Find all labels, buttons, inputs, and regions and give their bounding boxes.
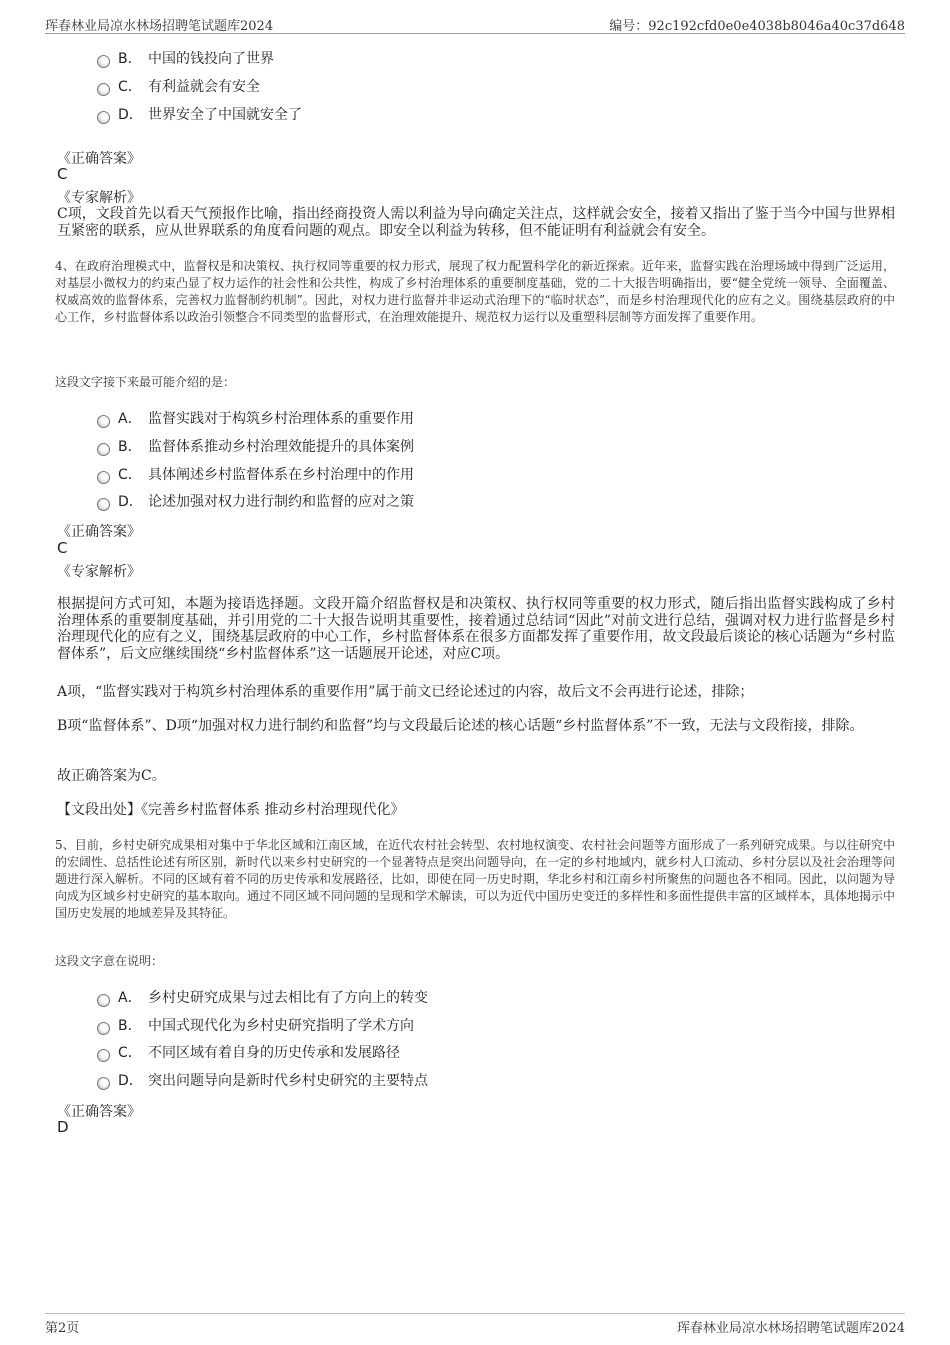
q4-option-b[interactable]: B． 监督体系推动乡村治理效能提升的具体案例	[97, 436, 414, 456]
q4-question: 4、在政府治理模式中，监督权是和决策权、执行权同等重要的权力形式，展现了权力配置科学化的新近探索。近年来，监督实践在治理场域中得到广泛运用，对基层小微权力的约束凸显了权力运作的社会性和公共性，构成了乡村治理体系的重要制度基础，党的二十大报告明确指出，要“健全党统一领导、全面覆盖、权威高效的监督体系，完善权力监督制约机制”。因此，对权力进行监督并非运动式治理下的“临时状态”，而是乡村治理现代化的应有之义。围绕基层政府的中心工作，乡村监督体系以政治引领整合不同类型的监督形式，在治理效能提升、规范权力运行以及重塑科层制等方面发挥了重要作用。	[55, 259, 895, 324]
q4-prompt: 这段文字接下来最可能介绍的是：	[55, 375, 236, 389]
radio-icon[interactable]	[97, 1077, 110, 1090]
q3-analysis: C项，文段首先以看天气预报作比喻，指出经商投资人需以利益为导向确定关注点，这样就会安全，接着又指出了鉴于当今中国与世界相互紧密的联系，应从世界联系的角度看问题的观点。即安全以利益为转移，但不能证明有利益就会有安全。	[57, 206, 895, 239]
page-header	[45, 13, 905, 34]
q3-answer: C	[57, 165, 68, 183]
page-number: 第2页	[45, 1321, 80, 1336]
q5-option-c[interactable]: C． 不同区域有着自身的历史传承和发展路径	[97, 1042, 400, 1062]
q4-option-a[interactable]: A． 监督实践对于构筑乡村治理体系的重要作用	[97, 408, 414, 428]
radio-icon[interactable]	[97, 498, 110, 511]
q5-answer-label: 《正确答案》	[57, 1104, 141, 1120]
q5-answer: D	[57, 1118, 69, 1136]
q5-option-b[interactable]: B． 中国式现代化为乡村史研究指明了学术方向	[97, 1015, 414, 1035]
q4-answer: C	[57, 539, 68, 557]
footer-title: 珲春林业局凉水林场招聘笔试题库2024	[676, 1321, 905, 1336]
q4-option-c[interactable]: C． 具体阐述乡村监督体系在乡村治理中的作用	[97, 464, 414, 484]
header-document-id: 编号：92c192cfd0e0e4038b8046a40c37d648	[609, 19, 905, 34]
q3-option-b[interactable]: B． 中国的钱投向了世界	[97, 48, 274, 68]
q4-analysis-paragraph-3: B项“监督体系”、D项“加强对权力进行制约和监督”均与文段最后论述的核心话题“乡村监督体系”不一致，无法与文段衔接，排除。	[57, 718, 864, 734]
q3-analysis-label: 《专家解析》	[57, 190, 141, 206]
page-footer	[45, 1313, 905, 1334]
q4-source: 【文段出处】《完善乡村监督体系 推动乡村治理现代化》	[57, 802, 405, 818]
radio-icon[interactable]	[97, 994, 110, 1007]
q5-option-a[interactable]: A． 乡村史研究成果与过去相比有了方向上的转变	[97, 987, 428, 1007]
radio-icon[interactable]	[97, 443, 110, 456]
q4-analysis-paragraph-2: A项，“监督实践对于构筑乡村治理体系的重要作用”属于前文已经论述过的内容，故后文不会再进行论述，排除；	[57, 684, 754, 700]
radio-icon[interactable]	[97, 1022, 110, 1035]
radio-icon[interactable]	[97, 55, 110, 68]
q3-option-d[interactable]: D． 世界安全了中国就安全了	[97, 104, 302, 124]
q4-analysis-label: 《专家解析》	[57, 564, 141, 580]
header-title: 珲春林业局凉水林场招聘笔试题库2024	[45, 19, 274, 34]
radio-icon[interactable]	[97, 415, 110, 428]
radio-icon[interactable]	[97, 1049, 110, 1062]
q4-analysis-paragraph-4: 故正确答案为C。	[57, 768, 166, 784]
q3-answer-label: 《正确答案》	[57, 151, 141, 167]
q5-option-d[interactable]: D． 突出问题导向是新时代乡村史研究的主要特点	[97, 1070, 428, 1090]
radio-icon[interactable]	[97, 471, 110, 484]
radio-icon[interactable]	[97, 111, 110, 124]
q4-analysis-paragraph-1: 根据提问方式可知，本题为接语选择题。文段开篇介绍监督权是和决策权、执行权同等重要的权力形式，随后指出监督实践构成了乡村治理体系的重要制度基础，并引用党的二十大报告说明其重要性，接着通过总结词“因此”对前文进行总结，强调对权力进行监督是乡村治理现代化的应有之义，围绕基层政府的中心工作，乡村监督体系在很多方面都发挥了重要作用，故文段最后谈论的核心话题为“乡村监督体系”，后文应继续围绕“乡村监督体系”这一话题展开论述，对应C项。	[57, 596, 895, 662]
q5-question: 5、目前，乡村史研究成果相对集中于华北区域和江南区域，在近代农村社会转型、农村地权演变、农村社会问题等方面形成了一系列研究成果。与以往研究中的宏阔性、总括性论述有所区别，新时代以来乡村史研究的一个显著特点是突出问题导向，在一定的乡村地域内，就乡村人口流动、乡村分层以及社会治理等问题进行深入解析。不同的区域有着不同的历史传承和发展路径，比如，即使在同一历史时期，华北乡村和江南乡村所聚焦的问题也各不相同。因此，以问题为导向成为区域乡村史研究的基本取向。通过不同区域不同问题的呈现和学术解读，可以为近代中国历史变迁的多样性和多面性提供丰富的区域样本，具体地揭示中国历史发展的地域差异及其特征。	[55, 838, 896, 920]
q5-prompt: 这段文字意在说明：	[55, 954, 164, 968]
q4-answer-label: 《正确答案》	[57, 524, 141, 540]
radio-icon[interactable]	[97, 83, 110, 96]
q4-option-d[interactable]: D． 论述加强对权力进行制约和监督的应对之策	[97, 491, 414, 511]
q3-option-c[interactable]: C． 有利益就会有安全	[97, 76, 260, 96]
